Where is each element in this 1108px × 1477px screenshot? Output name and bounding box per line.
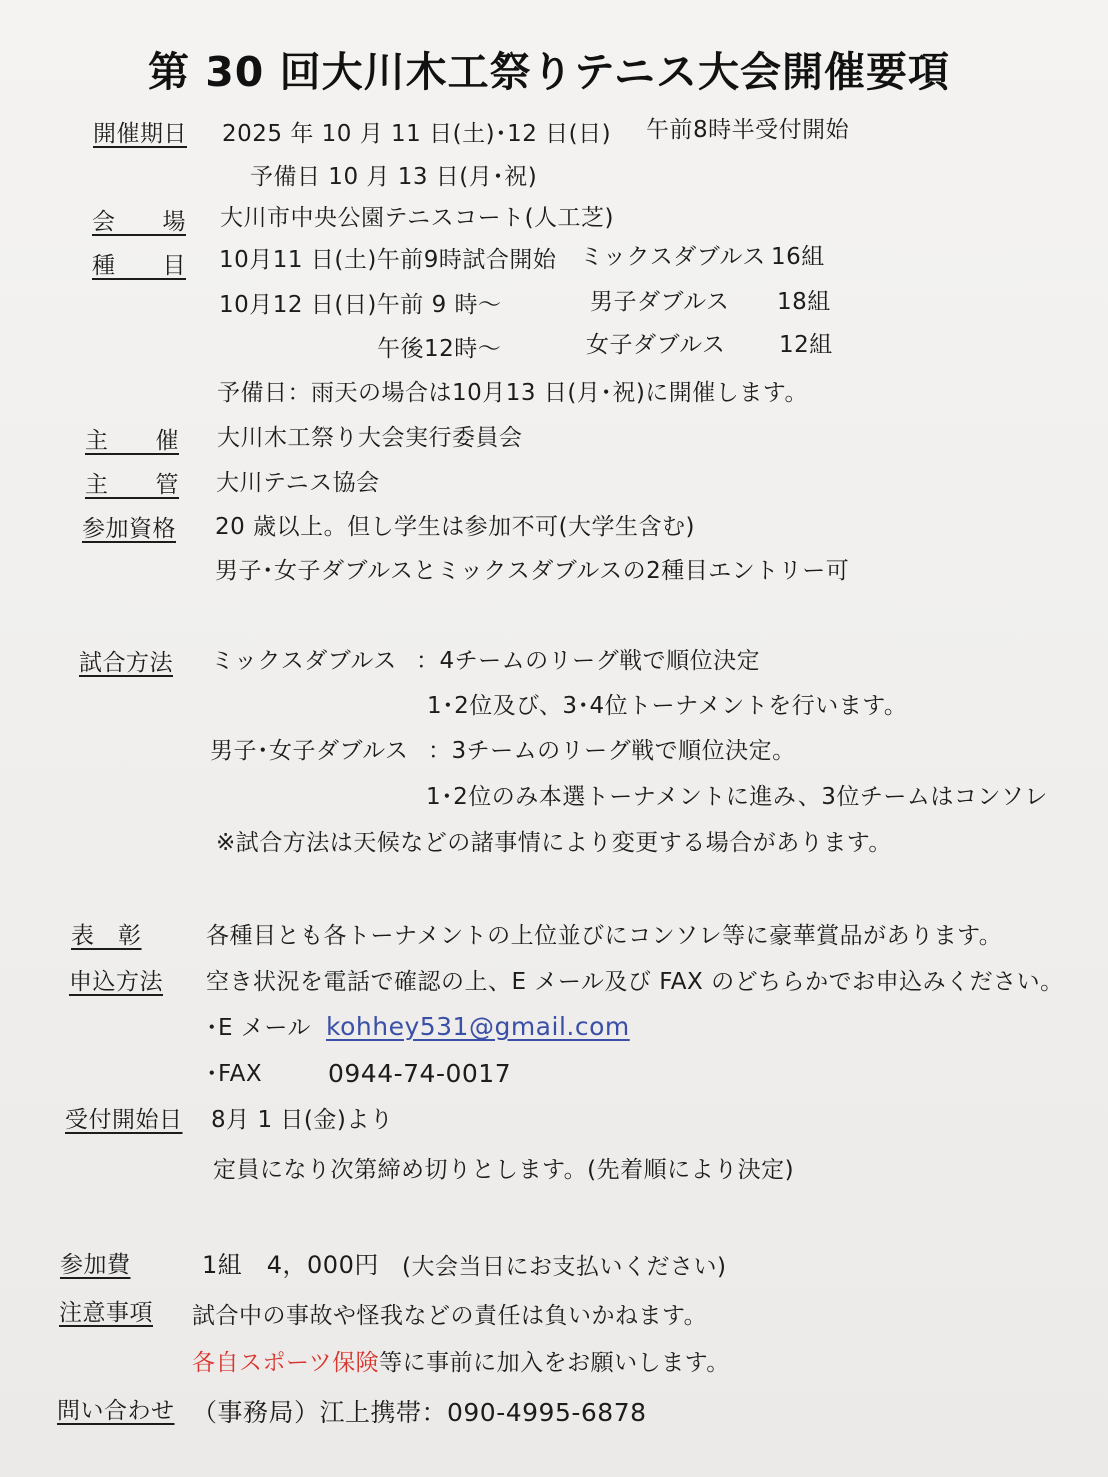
caution-line — [192, 1348, 730, 1378]
format-mw-rule: ：3チームのリーグ戦で順位決定。 — [428, 738, 796, 764]
reception-start-value: 8月 1 日(金)より — [211, 1107, 394, 1133]
reserve-date: 予備日 10 月 13 日(月･祝) — [250, 164, 538, 190]
contact-label: 問い合わせ — [57, 1398, 175, 1424]
organizer-value: 大川テニス協会 — [216, 470, 380, 496]
apply-value: 空き状況を電話で確認の上、E メール及び FAX のどちらかでお申込みください。 — [206, 969, 1064, 995]
host-label: 主 催 — [85, 428, 179, 454]
eligibility-line: 男子･女子ダブルスとミックスダブルスの2種目エントリー可 — [215, 558, 850, 584]
email-label: ･E メール — [206, 1015, 311, 1041]
awards-value: 各種目とも各トーナメントの上位並びにコンソレ等に豪華賞品があります。 — [206, 923, 1003, 949]
date-label: 開催期日 — [93, 121, 187, 147]
event-row-time: 10月11 日(土)午前9時試合開始 — [219, 247, 557, 273]
event-row-count: 18組 — [777, 289, 831, 315]
event-row-count: 12組 — [779, 332, 833, 358]
date-value: 2025 年 10 月 11 日(土)･12 日(日) — [222, 121, 612, 147]
fax-label: ･FAX — [206, 1061, 263, 1087]
event-row-count: 16組 — [771, 244, 825, 270]
caution-label: 注意事項 — [59, 1300, 153, 1326]
organizer-label: 主 管 — [85, 472, 179, 498]
email-link[interactable]: kohhey531@gmail.com — [326, 1012, 630, 1041]
eligibility-line: 20 歳以上。但し学生は参加不可(大学生含む) — [215, 514, 696, 540]
reception-time: 午前8時半受付開始 — [646, 117, 850, 143]
rain-note: 予備日：雨天の場合は10月13 日(月･祝)に開催します。 — [217, 380, 808, 406]
contact-value: （事務局）江上携帯：090-4995-6878 — [192, 1398, 647, 1427]
caution-line-rest: 等に事前に加入をお願いします。 — [379, 1350, 730, 1376]
event-row-name: 女子ダブルス — [586, 332, 726, 358]
venue-value: 大川市中央公園テニスコート(人工芝) — [220, 205, 615, 231]
event-row-name: 男子ダブルス — [590, 289, 730, 315]
host-value: 大川木工祭り大会実行委員会 — [217, 425, 523, 451]
events-label: 種 目 — [92, 253, 186, 279]
venue-label: 会 場 — [92, 209, 186, 235]
fax-number: 0944-74-0017 — [328, 1059, 512, 1088]
fee-label: 参加費 — [60, 1252, 131, 1278]
awards-label: 表 彰 — [71, 923, 142, 949]
fee-note: (大会当日にお支払いください) — [402, 1254, 727, 1280]
reception-start-note: 定員になり次第締め切りとします。(先着順により決定) — [213, 1157, 795, 1183]
event-row-time: 10月12 日(日)午前 9 時～ — [219, 292, 502, 318]
caution-line: 試合中の事故や怪我などの責任は負いかねます。 — [192, 1303, 708, 1329]
reception-start-label: 受付開始日 — [65, 1107, 183, 1133]
format-mw-rule: 1･2位のみ本選トーナメントに進み、3位チームはコンソレ — [426, 784, 1048, 810]
fee-value: 1組 4，000円 — [202, 1251, 379, 1279]
event-row-time: 午後12時～ — [377, 336, 502, 362]
insurance-highlight: 各自スポーツ保険 — [192, 1350, 380, 1376]
format-mw-label: 男子･女子ダブルス — [210, 738, 409, 764]
apply-label: 申込方法 — [69, 969, 163, 995]
document-title: 第 30 回大川木工祭りテニス大会開催要項 — [148, 48, 950, 96]
format-mixed-rule: 1･2位及び、3･4位トーナメントを行います。 — [427, 693, 908, 719]
format-mixed-rule: ：4チームのリーグ戦で順位決定 — [416, 648, 761, 674]
event-row-name: ミックスダブルス — [580, 244, 766, 270]
eligibility-label: 参加資格 — [82, 516, 176, 542]
format-note: ※試合方法は天候などの諸事情により変更する場合があります。 — [216, 830, 892, 856]
format-label: 試合方法 — [79, 650, 173, 676]
format-mixed-label: ミックスダブルス — [211, 648, 397, 674]
